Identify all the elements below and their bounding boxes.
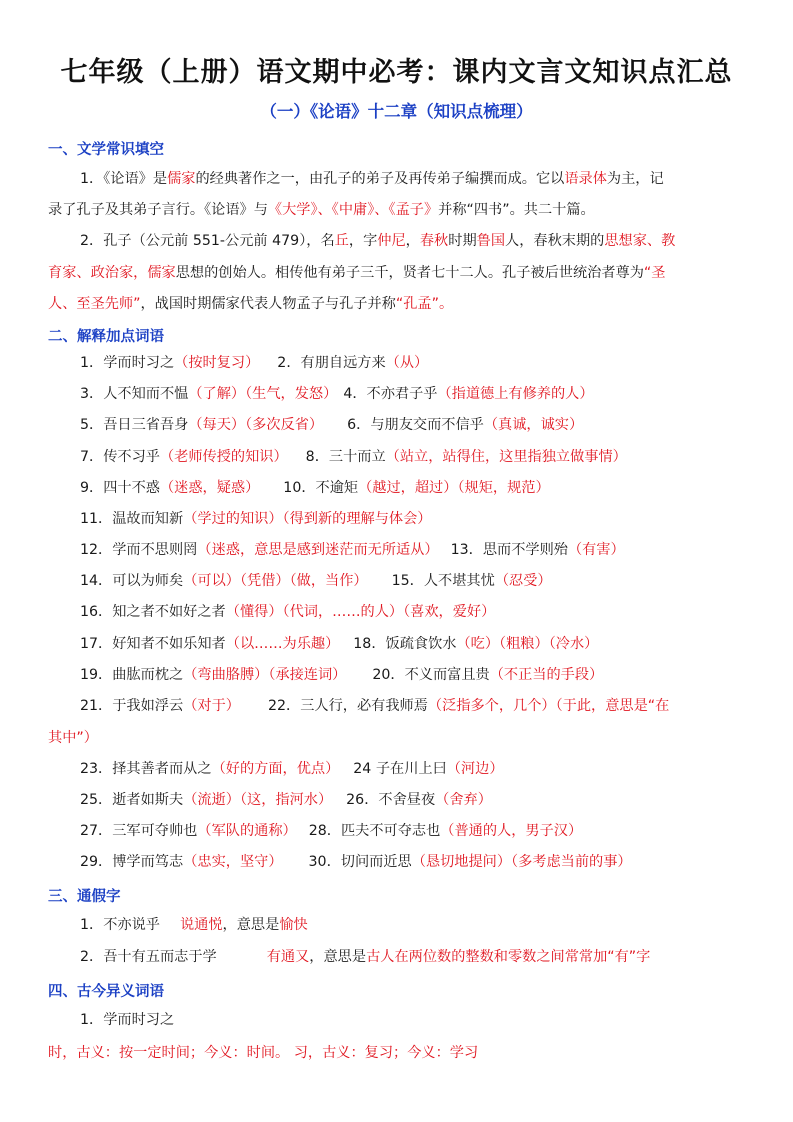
paragraph-2-line-2: 育家、政治家，儒家思想的创始人。相传他有弟子三千，贤者七十二人。孔子被后世统治者尊为“圣 bbox=[48, 265, 666, 281]
section-heading-literature: 一、文学常识填空 bbox=[48, 142, 164, 158]
section-heading-ancient-modern-meanings: 四、古今异义词语 bbox=[48, 984, 164, 1000]
word-row-11: 19．曲肱而枕之（弯曲胳膊）（承接连词） 20．不义而富且贵（不正当的手段） bbox=[80, 667, 604, 683]
section-heading-interchangeable-characters: 三、通假字 bbox=[48, 889, 121, 905]
page-subtitle: （一）《论语》十二章（知识点梳理） bbox=[260, 102, 533, 121]
word-row-5: 9．四十不惑（迷惑，疑惑） 10．不逾矩（越过，超过）（规矩，规范） bbox=[80, 480, 550, 496]
word-row-15: 27．三军可夺帅也（军队的通称） 28．匹夫不可夺志也（普通的人，男子汉） bbox=[80, 823, 583, 839]
page-title: 七年级（上册）语文期中必考：课内文言文知识点汇总 bbox=[60, 57, 733, 88]
section-heading-word-explanations: 二、解释加点词语 bbox=[48, 329, 164, 345]
word-row-12-continued: 其中”） bbox=[48, 730, 98, 746]
word-row-9: 16．知之者不如好之者（懂得）（代词，……的人）（喜欢，爱好） bbox=[80, 604, 496, 620]
word-row-13: 23．择其善者而从之（好的方面，优点） 24 子在川上曰（河边） bbox=[80, 761, 504, 777]
word-row-10: 17．好知者不如乐知者（以……为乐趣） 18．饭疏食饮水（吃）（粗粮）（冷水） bbox=[80, 636, 599, 652]
word-row-12: 21．于我如浮云（对于） 22．三人行，必有我师焉（泛指多个，几个）（于此，意思是“在 bbox=[80, 698, 670, 714]
word-row-8: 14．可以为师矣（可以）（凭借）（做，当作） 15．人不堪其忧（忍受） bbox=[80, 573, 552, 589]
word-row-6: 11．温故而知新（学过的知识）（得到新的理解与体会） bbox=[80, 511, 432, 527]
word-row-4: 7．传不习乎（老师传授的知识） 8．三十而立（站立，站得住，这里指独立做事情） bbox=[80, 449, 627, 465]
word-row-14: 25．逝者如斯夫（流逝）（这，指河水） 26．不舍昼夜（舍弃） bbox=[80, 792, 492, 808]
paragraph-2-line-1: 2．孔子（公元前 551-公元前 479），名丘，字仲尼，春秋时期鲁国人，春秋末期的思想家、教 bbox=[80, 233, 676, 249]
word-row-1: 1．学而时习之（按时复习） 2．有朋自远方来（从） bbox=[80, 355, 429, 371]
word-row-2: 3．人不知而不愠（了解）（生气，发怒） 4．不亦君子乎（指道德上有修养的人） bbox=[80, 386, 594, 402]
interchangeable-row-1: 1．不亦说乎 说通悦，意思是愉快 bbox=[80, 917, 308, 933]
word-row-3: 5．吾日三省吾身（每天）（多次反省） 6．与朋友交而不信乎（真诚，诚实） bbox=[80, 417, 584, 433]
word-row-7: 12．学而不思则罔（迷惑，意思是感到迷茫而无所适从） 13．思而不学则殆（有害） bbox=[80, 542, 625, 558]
ancient-modern-row-1: 1．学而时习之 bbox=[80, 1012, 175, 1028]
paragraph-1-line-2: 录了孔子及其弟子言行。《论语》与《大学》、《中庸》、《孟子》并称“四书”。共二十篇。 bbox=[48, 202, 595, 218]
paragraph-2-line-3: 人、至圣先师”，战国时期儒家代表人物孟子与孔子并称“孔孟”。 bbox=[48, 296, 454, 312]
ancient-modern-explanation: 时，古义：按一定时间；今义：时间。 习，古义：复习；今义：学习 bbox=[48, 1045, 479, 1061]
paragraph-1-line-1: 1．《论语》是儒家的经典著作之一，由孔子的弟子及再传弟子编撰而成。它以语录体为主，记 bbox=[80, 171, 664, 187]
interchangeable-row-2: 2．吾十有五而志于学 有通又，意思是古人在两位数的整数和零数之间常常加“有”字 bbox=[80, 949, 651, 965]
word-row-16: 29．博学而笃志（忠实，坚守） 30．切问而近思（恳切地提问）（多考虑当前的事） bbox=[80, 854, 632, 870]
